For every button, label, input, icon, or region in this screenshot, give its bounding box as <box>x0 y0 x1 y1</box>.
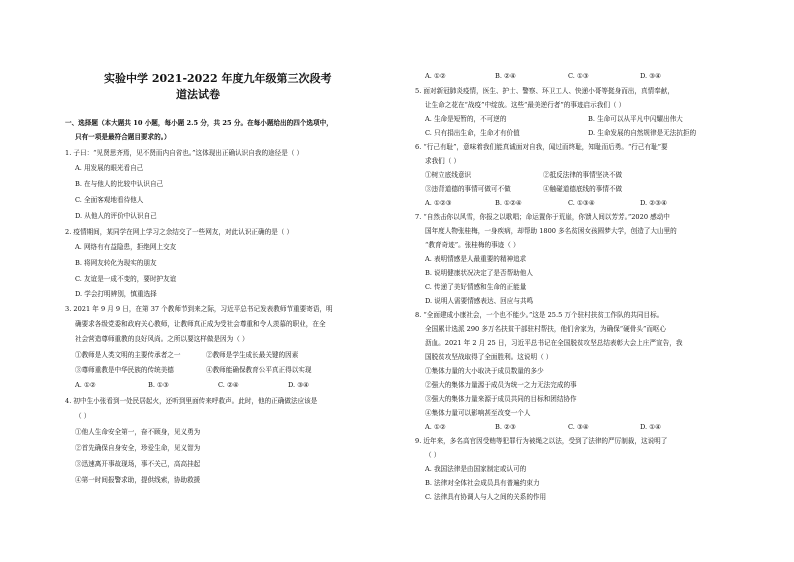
q3-option-d: D. ③④ <box>288 381 310 389</box>
q5-option-b: B. 生命可以从平凡中闪耀出伟大 <box>588 115 683 123</box>
q8-stem-line3: 沥血。2021 年 2 月 25 日，习近平总书记在全国脱贫攻坚总结表彰大会上庄严宣告，我 <box>425 339 683 347</box>
q2-option-a: A. 网络有有益隐患，拒绝网上交友 <box>75 243 177 251</box>
q2-option-b: B. 将网友转化为现实的朋友 <box>75 259 157 267</box>
q3-option-b: B. ①③ <box>148 381 169 389</box>
q1-option-b: B. 在与他人的比较中认识自己 <box>75 180 164 188</box>
q3-option-c: C. ②④ <box>218 381 239 389</box>
q9-stem-line1: 9. 近年来，多名高官因受贿等犯罪行为被绳之以法，受到了法律的严厉制裁，这说明了 <box>415 437 668 445</box>
q4-option-d: D. ③④ <box>640 72 662 80</box>
q8-option-c: C. ③④ <box>568 423 589 431</box>
q1-option-a: A. 用发展的眼光看自己 <box>75 164 144 172</box>
q9-stem-line2: （ ） <box>425 451 441 459</box>
q8-stem-line4: 国脱贫攻坚战取得了全面胜利。这说明（ ） <box>425 353 553 361</box>
q5-option-a: A. 生命是短暂的，不可逆的 <box>425 115 507 123</box>
q3-option-a: A. ①② <box>75 381 96 389</box>
q1-option-c: C. 全面客观地看待他人 <box>75 196 144 204</box>
q2-option-c: C. 友谊是一成不变的，要时护友谊 <box>75 275 177 283</box>
q3-item-1: ①教师是人类文明的主要传承者之一 <box>75 351 181 359</box>
q5-option-c: C. 只有捐出生命，生命才有价值 <box>425 129 520 137</box>
exam-title-line1: 实验中学 2021-2022 年度九年级第三次段考 <box>104 72 332 85</box>
q9-option-c: C. 法律具有协调人与人之间的关系的作用 <box>425 493 547 501</box>
q6-item-3: ③违背道德的事情可做可不做 <box>425 185 511 193</box>
q6-item-2: ②抵反法律的事情坚决不做 <box>543 171 623 179</box>
q4-stem-line1: 4. 初中生小张看到一处民居起火，还听到里面传来呼救声。此时，他的正确做法应该是 <box>65 397 318 405</box>
q1-stem: 1. 子曰：“见贤思齐焉，见不贤而内自省也。”这体现出正确认识自我的途径是（ ） <box>65 149 304 157</box>
q7-option-a: A. 表明情感是人最重要的精神追求 <box>425 255 527 263</box>
q4-item-1: ①他人生命安全第一，奋不顾身，见义勇为 <box>75 428 201 436</box>
q4-item-3: ③迅速离开事故现场，事不关己，高高挂起 <box>75 460 201 468</box>
q7-option-d: D. 说明人需要情感表达、回应与共鸣 <box>425 297 534 305</box>
q3-item-4: ④教师能确保教育公平真正得以实现 <box>206 366 312 374</box>
q6-option-b: B. ①②④ <box>495 199 522 207</box>
q7-option-c: C. 传递了美好情感和生命的正能量 <box>425 283 527 291</box>
q6-stem-line2: 求我们（ ） <box>425 157 461 165</box>
q4-stem-line2: （ ） <box>75 412 91 420</box>
q8-stem-line2: 全国累计选派 290 多万名扶贫干部驻村帮扶，他们舍家为，为确保“硬骨头”而呕心 <box>425 325 667 333</box>
q3-item-2: ②教师是学生成长最关键的因素 <box>206 351 299 359</box>
q5-stem-line2: 让生命之花在“战疫”中绽放。这些“最美逆行者”的事迹启示我们（ ） <box>425 101 626 109</box>
q8-option-a: A. ①② <box>425 423 446 431</box>
q8-option-b: B. ②③ <box>495 423 516 431</box>
q6-stem-line1: 6. “行己有耻”，意味着我们能真诚面对自我，闻过而终耻，知耻而后勇。“行己有耻”要 <box>415 143 668 151</box>
q8-item-4: ④集体力量可以影响甚至改变一个人 <box>425 409 531 417</box>
q4-option-a: A. ①② <box>425 72 446 80</box>
q6-item-4: ④触碰道德底线的事情不做 <box>543 185 623 193</box>
q4-option-b: B. ②④ <box>495 72 516 80</box>
q4-option-c: C. ①③ <box>568 72 589 80</box>
q8-item-2: ②强大的集体力量源于成员为统一之力无法完成的事 <box>425 381 577 389</box>
q3-stem-line3: 社会营造尊师重教的良好风尚。之所以要这样做是因为（ ） <box>75 335 249 343</box>
q9-option-b: B. 法律对全体社会成员具有普遍约束力 <box>425 479 540 487</box>
q6-option-d: D. ②③④ <box>640 199 667 207</box>
q7-stem-line1: 7. “自然击你以风雪，你报之以歌唱；命运置你于荒崖，你馈人间以芳芳。”2020 感动中 <box>415 213 670 221</box>
q9-option-a: A. 我国法律是由国家制定或认可的 <box>425 465 527 473</box>
q2-option-d: D. 学会打明辨别，慎重选择 <box>75 290 157 298</box>
q2-stem: 2. 疫情期间，某同学在网上学习之余结交了一些网友，对此认识正确的是（ ） <box>65 228 294 236</box>
q3-stem-line1: 3. 2021 年 9 月 9 日，在第 37 个教师节到来之际，习近平总书记发表教师节重要寄语，明 <box>65 305 333 313</box>
q6-item-1: ①树立底线意识 <box>425 171 472 179</box>
q1-option-d: D. 从他人的评价中认识自己 <box>75 212 157 220</box>
q6-option-a: A. ①②③ <box>425 199 452 207</box>
q8-item-3: ③强大的集体力量来源于成员共同的目标和团结协作 <box>425 395 577 403</box>
q4-item-2: ②首先确保自身安全，珍爱生命，见义智为 <box>75 444 201 452</box>
section-heading-line2: 只有一项是最符合题目要求的。） <box>75 133 171 141</box>
q4-item-4: ④第一时间报警求助，提供线索，协助救援 <box>75 476 201 484</box>
q7-option-b: B. 说明健康状况决定了是否帮助他人 <box>425 269 533 277</box>
q8-stem-line1: 8. “全面建成小康社会，一个也不能少。”这是 25.5 万个驻村扶贫工作队的共同目标。 <box>415 311 664 319</box>
q3-item-3: ③尊师重教是中华民族的传统美德 <box>75 366 174 374</box>
q7-stem-line3: “教育奇迹”。张桂梅的事迹（ ） <box>425 241 520 249</box>
exam-title-line2: 道法试卷 <box>176 88 220 101</box>
q8-option-d: D. ①④ <box>640 423 662 431</box>
section-heading-line1: 一、选择题（本大题共 10 小题，每小题 2.5 分，共 25 分。在每小题给出的四个选项中， <box>65 119 333 127</box>
q7-stem-line2: 国年度人物张桂梅，一身疾病，却帮助 1800 多名贫困女孩圆梦大学，创造了大山里的 <box>425 227 677 235</box>
q5-stem-line1: 5. 面对新冠肺炎疫情，医生、护士、警察、环卫工人、快递小哥等挺身而出，真情奉献， <box>415 87 674 95</box>
q3-stem-line2: 确要求各级党委和政府关心教师，让教师真正成为受社会尊重和令人羡慕的职业，在全 <box>75 320 326 328</box>
q6-option-c: C. ①③④ <box>568 199 595 207</box>
q5-option-d: D. 生命发展的自然规律是无法抗拒的 <box>588 129 697 137</box>
q8-item-1: ①集体力量的大小取决于成员数量的多少 <box>425 367 544 375</box>
